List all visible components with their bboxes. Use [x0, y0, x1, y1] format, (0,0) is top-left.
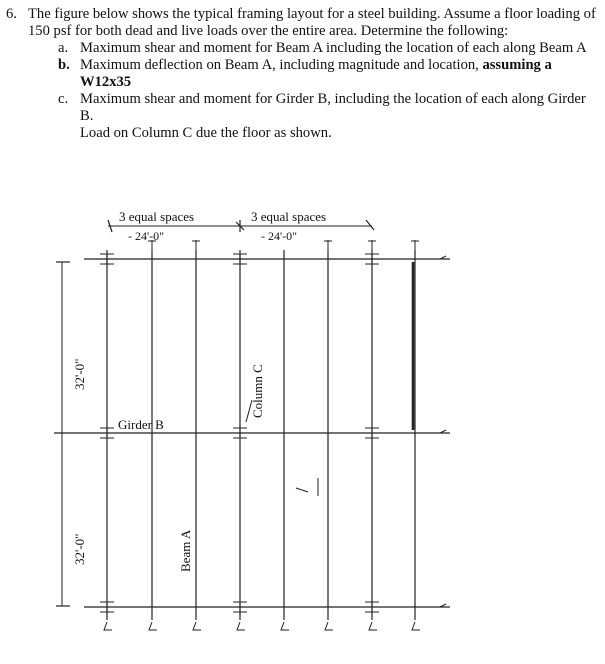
item-c-text: Maximum shear and moment for Girder B, including the location of each along Girder B.: [80, 91, 586, 124]
item-a-label: a.: [58, 40, 69, 56]
dim-label-right-line1: 3 equal spaces: [251, 209, 327, 224]
dim-label-left-line2: - 24'-0": [128, 229, 165, 243]
dim-tick-right: [366, 220, 374, 230]
dim-label-lower: 32'-0": [72, 533, 87, 565]
dim-label-right-line2: - 24'-0": [261, 229, 298, 243]
problem-number: 6.: [6, 6, 17, 22]
girder-b-label: Girder B: [118, 417, 164, 432]
item-b-bold-text: assuming a W12x35: [80, 57, 552, 90]
dim-label-upper: 32'-0": [72, 358, 87, 390]
dim-label-left-line1: 3 equal spaces: [119, 209, 195, 224]
item-b-label: b.: [58, 57, 70, 73]
column-c-label: Column C: [250, 364, 265, 418]
beam-a-label: Beam A: [178, 529, 193, 572]
item-a-text: Maximum shear and moment for Beam A including the location of each along Beam A: [80, 40, 587, 56]
sketch-arrows: [104, 240, 446, 630]
item-b-text: Maximum deflection on Beam A, including magnitude and location,: [80, 57, 479, 73]
problem-intro: The figure below shows the typical framing layout for a steel building. Assume a floor loading of 150 psf for both dead and live loads over the entire area. Determine the following:: [28, 6, 596, 39]
problem-note: Load on Column C due the floor as shown.: [80, 125, 332, 141]
item-c-label: c.: [58, 91, 69, 107]
